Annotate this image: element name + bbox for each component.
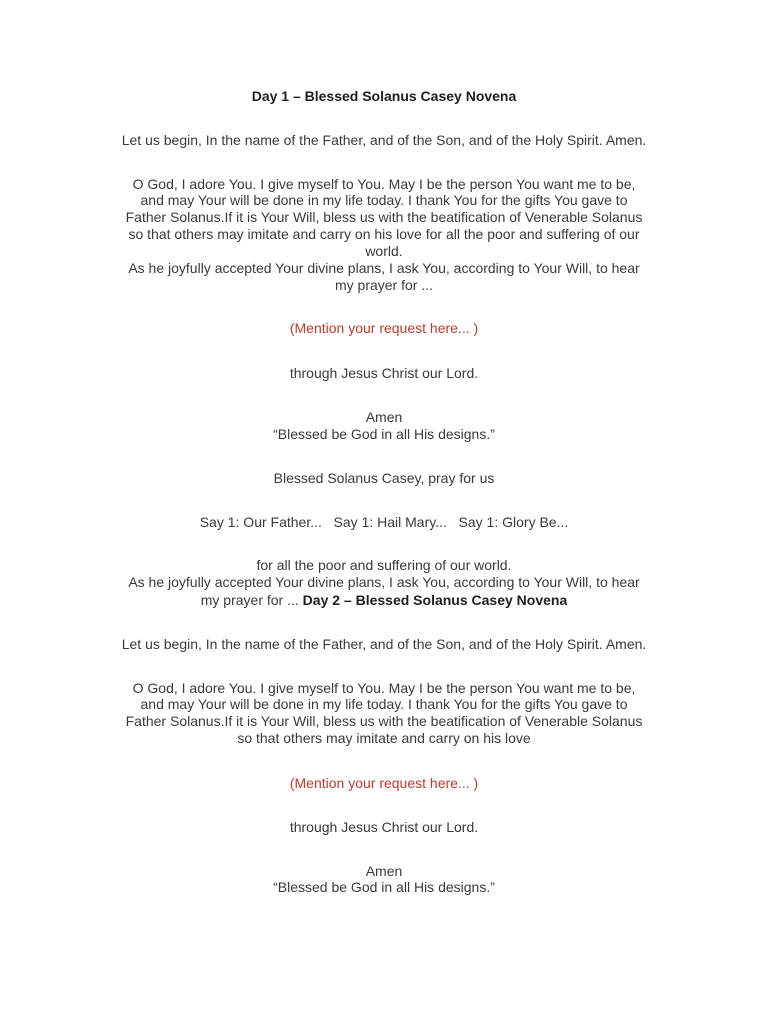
day1-prayer-line: As he joyfully accepted Your divine plans, I ask You, according to Your Will, to hear	[128, 260, 640, 276]
day2-opening: Let us begin, In the name of the Father, and of the Son, and of the Holy Spirit. Amen.	[121, 636, 647, 652]
day2-prayer-line: so that others may imitate and carry on his love	[237, 730, 531, 746]
day1-prayer-line: so that others may imitate and carry on his love for all the poor and suffering of our	[128, 226, 640, 242]
day1-prayer-line: O God, I adore You. I give myself to You. May I be the person You want me to be,	[132, 176, 636, 192]
transition-line	[60, 592, 708, 609]
day1-title: Day 1 – Blessed Solanus Casey Novena	[251, 88, 517, 104]
day2-title: Day 2 – Blessed Solanus Casey Novena	[302, 592, 568, 608]
day2-prayer-line: and may Your will be done in my life today. I thank You for the gifts You gave to	[140, 696, 628, 712]
day1-pray-for-us: Blessed Solanus Casey, pray for us	[273, 470, 495, 486]
day2-blessed: “Blessed be God in all His designs.”	[273, 879, 495, 895]
day1-prayer-line: world.	[365, 243, 403, 259]
transition-line: for all the poor and suffering of our world.	[256, 557, 512, 573]
day2-amen: Amen	[365, 863, 403, 879]
day1-amen: Amen	[365, 409, 403, 425]
day1-opening: Let us begin, In the name of the Father, and of the Son, and of the Holy Spirit. Amen.	[121, 132, 647, 148]
day1-request: (Mention your request here... )	[289, 320, 479, 336]
day2-through: through Jesus Christ our Lord.	[289, 819, 479, 835]
transition-line: As he joyfully accepted Your divine plans, I ask You, according to Your Will, to hear	[128, 574, 640, 590]
day2-prayer-line: O God, I adore You. I give myself to You. May I be the person You want me to be,	[132, 680, 636, 696]
day1-through: through Jesus Christ our Lord.	[289, 365, 479, 381]
day1-blessed: “Blessed be God in all His designs.”	[273, 426, 495, 442]
transition-prefix: my prayer for ...	[200, 592, 303, 608]
day2-prayer-line: Father Solanus.If it is Your Will, bless us with the beatification of Venerable Solanus	[125, 713, 643, 729]
day1-say-line: Say 1: Our Father... Say 1: Hail Mary... Say 1: Glory Be...	[199, 514, 569, 530]
day1-prayer-line: Father Solanus.If it is Your Will, bless us with the beatification of Venerable Solanus	[125, 209, 643, 225]
day1-prayer-line: and may Your will be done in my life today. I thank You for the gifts You gave to	[140, 192, 628, 208]
day2-request: (Mention your request here... )	[289, 775, 479, 791]
day1-prayer-line: my prayer for ...	[334, 277, 434, 293]
